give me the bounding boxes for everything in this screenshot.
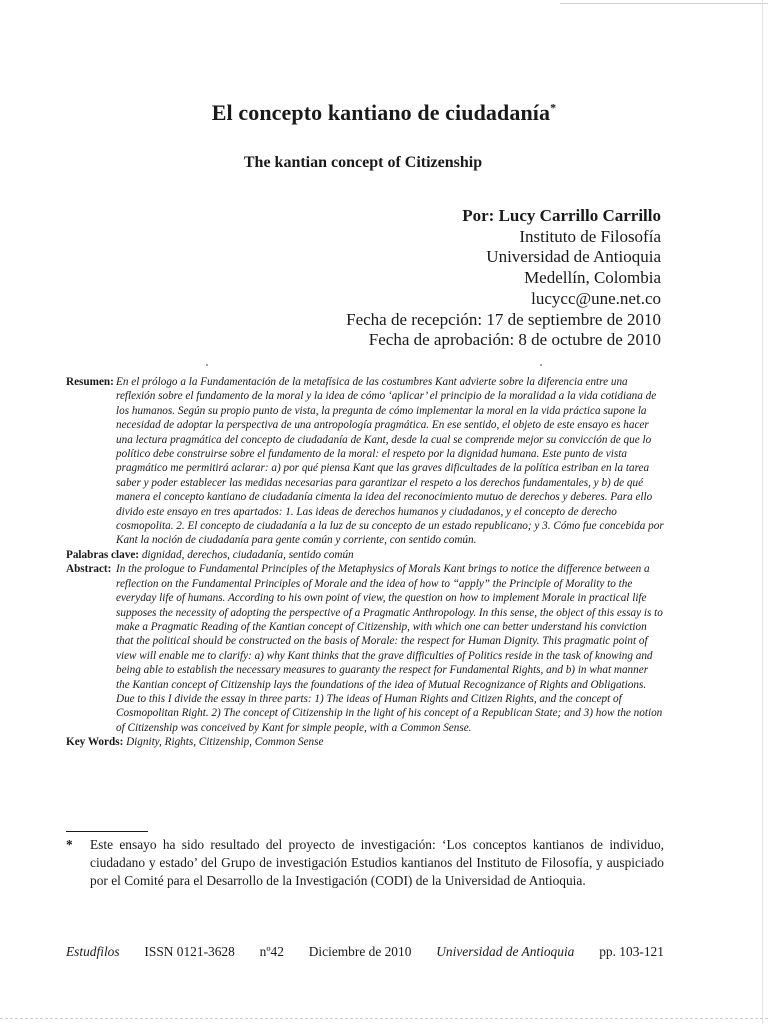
- page-edge-bottom: [0, 1018, 768, 1019]
- footer-date: Diciembre de 2010: [308, 944, 412, 959]
- abstract-text: In the prologue to Fundamental Principles of the Metaphysics of Morals Kant brings to notice the difference between a reflection on the Fundamental Principles of Morale and the idea of how to “apply” the Principle of Morality to the everyday life of humans. According to his own point of view, the question on how to implement Morale in practical life supposes the necessity of adopting the perspective of a Pragmatic Anthropology. In this sense, the object of this essay is to make a Pragmatic Reading of the Kantian concept of Citizenship, with which one can better understand his conviction that the political should be constructed on the basis of Morale: the respect for Human Dignity. This pragmatic point of view will enable me to clarify: a) why Kant thinks that the grave difficulties of Politics reside in the task of knowing and being able to establish the necessary measures to guaranty the respect for Fundamental Rights, and b) in what manner the Kantian concept of Citizenship lays the foundations of the idea of Mutual Recognizance of Rights and Obligations. Due to this I divide the essay in three parts: 1) The ideas of Human Rights and Citizen Rights, and the concept of Cosmopolitan Right. 2) The concept of Citizenship in the light of his concept of a Republican State; and 3) how the notion of Citizenship was conceived by Kant for simple people, with a Common Sense.: [116, 563, 663, 734]
- footnote-marker: *: [66, 837, 73, 852]
- key-words-line: [66, 735, 664, 749]
- article-title-text: El concepto kantiano de ciudadanía: [211, 100, 551, 125]
- footnote: [66, 836, 664, 890]
- scan-speck: [540, 364, 542, 366]
- author-university: Universidad de Antioquia: [486, 247, 661, 267]
- footer-issn: ISSN 0121-3628: [144, 944, 235, 959]
- footer-journal: Estudfilos: [66, 944, 120, 959]
- abstract-paragraph: [66, 562, 664, 735]
- title-footnote-marker[interactable]: *: [550, 100, 557, 115]
- author-name: Por: Lucy Carrillo Carrillo: [462, 206, 661, 225]
- footer-pages: pp. 103-121: [599, 944, 664, 959]
- footer-university: Universidad de Antioquia: [436, 944, 575, 959]
- key-words-label: Key Words:: [66, 736, 124, 749]
- author-institute: Instituto de Filosofía: [519, 226, 661, 246]
- author-city: Medellín, Colombia: [524, 268, 661, 288]
- footnote-rule: [66, 831, 148, 832]
- page-edge-top: [560, 3, 768, 4]
- palabras-clave-label: Palabras clave:: [66, 548, 140, 561]
- author-block: [346, 206, 661, 351]
- scan-speck: [206, 364, 208, 366]
- page-footer: [66, 944, 664, 960]
- article-title: [0, 100, 768, 126]
- date-received: Fecha de recepción: 17 de septiembre de 2010: [346, 309, 661, 329]
- palabras-clave-line: [66, 548, 664, 562]
- footer-number: nº42: [259, 944, 284, 959]
- abstract-label: Abstract:: [66, 563, 112, 576]
- author-email[interactable]: lucycc@une.net.co: [531, 288, 661, 308]
- abstract-section: [66, 375, 664, 750]
- key-words-text: Dignity, Rights, Citizenship, Common Sense: [126, 736, 324, 749]
- resumen-paragraph: [66, 375, 664, 548]
- page-edge-right: [762, 0, 763, 1024]
- palabras-clave-text: dignidad, derechos, ciudadanía, sentido común: [141, 548, 354, 561]
- date-approved: Fecha de aprobación: 8 de octubre de 2010: [368, 330, 661, 350]
- article-subtitle: The kantian concept of Citizenship: [243, 154, 483, 171]
- resumen-label: Resumen:: [66, 376, 114, 388]
- footnote-text: Este ensayo ha sido resultado del proyecto de investigación: ‘Los conceptos kantianos de individuo, ciudadano y estado’ del Grupo de investigación Estudios kantianos del Instituto de Filosofía, y auspiciado por el Comité para el Desarrollo de la Investigación (CODI) de la Universidad de Antioquia.: [90, 837, 664, 888]
- resumen-text: En el prólogo a la Fundamentación de la metafísica de las costumbres Kant advierte sobre la diferencia entre una reflexión sobre el fundamento de la moral y la idea de cómo ‘aplicar’ el principio de la moralidad a la vida cotidiana de los humanos. Según su propio punto de vista, la pregunta de cómo implementar la moral en la vida práctica supone la necesidad de adoptar la perspectiva de una antropología pragmática. En ese sentido, el objeto de este ensayo es hacer una lectura pragmática del concepto de ciudadanía de Kant, desde la cual se comprende mejor su convicción de que lo político debe construirse sobre el fundamento de la moral: el respeto por la dignidad humana. Este punto de vista pragmático me permitirá aclarar: a) por qué piensa Kant que las graves dificultades de la política estriban en la tarea saber y poder establecer las medidas necesarias para garantizar el respeto a los derechos fundamentales, y b) de qué manera el concepto kantiano de ciudadanía cimenta la idea del reconocimiento mutuo de derechos y deberes. Para ello divido este ensayo en tres apartados: 1. Las ideas de derechos humanos y ciudadanos, y el concepto de derecho cosmopolita. 2. El concepto de ciudadanía a la luz de su concepto de un estado republicano; y 3. Cómo fue concebida por Kant la noción de ciudadanía para gente común y corriente, con sentido común.: [116, 376, 664, 547]
